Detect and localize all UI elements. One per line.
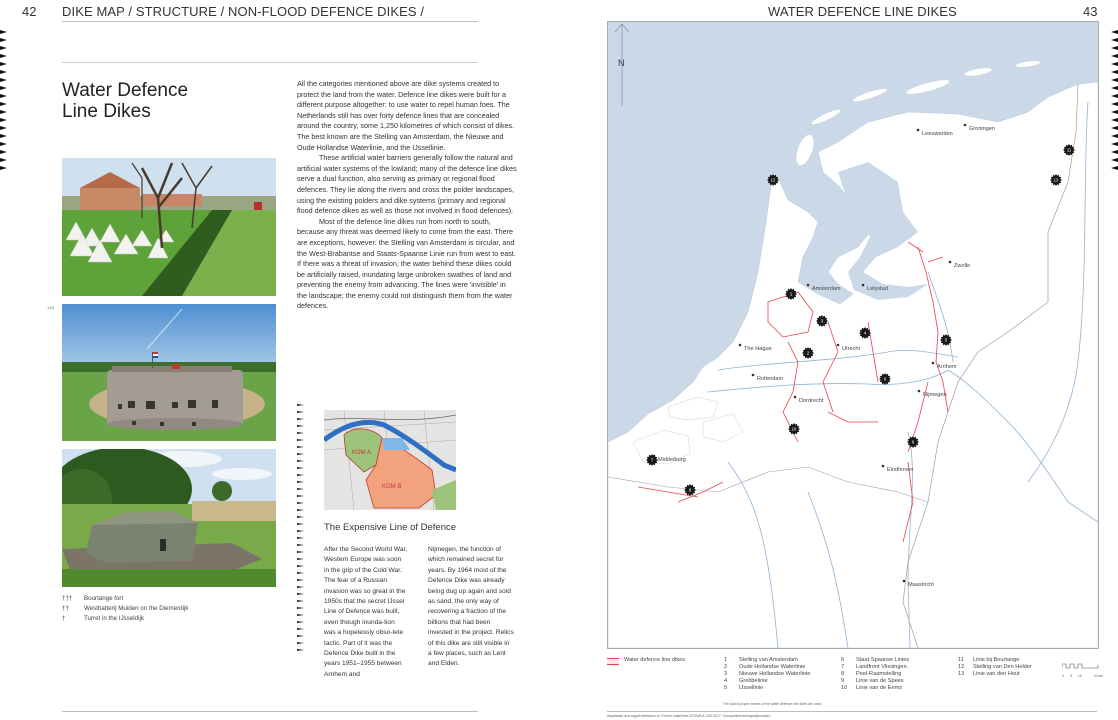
- tick-mark: [1111, 78, 1118, 82]
- city-label: Maastricht: [908, 582, 934, 588]
- caption-symbol: †††: [62, 595, 73, 602]
- scale-label: 0: [1062, 674, 1064, 678]
- legend-item-name: IJssellinie: [739, 685, 764, 691]
- main-body-text: [297, 79, 517, 312]
- marker-number: 1: [789, 291, 793, 297]
- tick-mark: [0, 94, 7, 98]
- tick-mark: [1111, 94, 1118, 98]
- city-label: Amsterdam: [812, 286, 841, 292]
- tick-mark: [0, 166, 7, 170]
- marker-number: 5: [944, 337, 948, 343]
- legend-item: [841, 671, 958, 678]
- legend-item-number: 11: [958, 657, 964, 663]
- inset-label-kom-a: KOM A: [352, 450, 372, 456]
- city-label: Nijmegen: [923, 392, 947, 398]
- tick-mark: [1111, 118, 1118, 122]
- tick-mark: [1111, 134, 1118, 138]
- scale-label: 10: [1077, 674, 1082, 678]
- tick-mark: [0, 158, 7, 162]
- body-paragraph-1: All the categories mentioned above are dike systems created to protect the land from the water. Defence line dikes were built for a different purpose altogether: to use water to repel human foes. The Netherlands still has over forty defence lines that are concealed around the country, some 1,250 kilometres of which consist of dikes. The best known are the Stelling van Amsterdam, the Nieuwe and Oude Hollandse Waterlinie, and the IJssellinie.: [297, 79, 515, 152]
- tick-mark: [1111, 62, 1118, 66]
- caption-symbol: ††: [62, 605, 69, 612]
- legend-item: [958, 664, 1068, 671]
- caption-3: [62, 614, 188, 624]
- title-line-1: Water Defence: [62, 80, 189, 101]
- tick-mark: [0, 150, 7, 154]
- legend-item-name: Staat-Spaanse Linies: [856, 657, 910, 663]
- tick-mark: [297, 621, 304, 623]
- tick-mark: [0, 54, 7, 58]
- tick-mark: [1111, 110, 1118, 114]
- tick-mark: [0, 102, 7, 106]
- body-paragraph-2: These artificial water barriers generally follow the natural and artificial water systems of the lowland; many of the defence line dikes serve a dual function, also serving as primary or regional flood defences. They lie along the rivers and cross the polder landscapes, using the existing polders and dike systems (primary and regional flood defence dikes as well as those not involved in flood defences).: [297, 153, 517, 216]
- caption-1: [62, 594, 188, 604]
- tick-mark: [297, 509, 304, 511]
- city-label: Groningen: [969, 126, 996, 132]
- photo-captions: [62, 594, 188, 624]
- tick-mark: [297, 516, 304, 518]
- sidebar-column-2: Nijmegen, the function of which remained secret for years. By 1964 most of the Defence Dike was already being dug up again and sold as sand, the only way of recovering a fraction of the billions that had been invested in the project. Relics of this dike are still visible in a few places, such as Lent and Elden.: [428, 546, 514, 668]
- tick-mark: [0, 78, 7, 82]
- page-number-left: 42: [22, 4, 37, 19]
- ijssel-line-inset-map: [324, 410, 456, 510]
- city-dot-icon: [918, 390, 921, 393]
- tick-mark: [297, 537, 304, 539]
- tick-mark: [297, 649, 304, 651]
- side-reference: †15: [47, 305, 54, 310]
- tick-mark: [297, 551, 304, 553]
- city-dot-icon: [949, 261, 952, 264]
- legend-item: [841, 685, 958, 692]
- legend-item-number: 4: [724, 678, 728, 684]
- legend-item-number: 1: [724, 657, 728, 663]
- city-dot-icon: [964, 124, 967, 127]
- dike-swatch-icon: [607, 658, 619, 665]
- legend-item-name: Nieuwe Hollandse Waterlinie: [739, 671, 811, 677]
- legend-item: [724, 671, 841, 678]
- tick-mark: [0, 38, 7, 42]
- legend-item: [841, 678, 958, 685]
- city-dot-icon: [837, 344, 840, 347]
- city-dot-icon: [917, 129, 920, 132]
- scale-label: 20 km: [1093, 674, 1104, 678]
- city-label: Dordrecht: [799, 398, 824, 404]
- bourtange-fort-photo: [62, 158, 276, 296]
- city-label: The Hague: [744, 346, 772, 352]
- city-label: Leeuwarden: [922, 131, 953, 137]
- tick-mark: [0, 126, 7, 130]
- marker-number: 11: [1066, 147, 1072, 153]
- tick-mark: [297, 593, 304, 595]
- tick-mark: [297, 544, 304, 546]
- tick-mark: [297, 579, 304, 581]
- tick-mark: [0, 118, 7, 122]
- caption-symbol: †: [62, 615, 66, 622]
- footer-rule-right: [607, 711, 1097, 712]
- sidebar-title: The Expensive Line of Defence: [324, 522, 457, 533]
- netherlands-dike-map: [607, 21, 1099, 649]
- caption-text: Westbatterij Muiden on the Diemerdijk: [84, 605, 189, 612]
- tick-mark: [297, 460, 304, 462]
- tick-mark: [0, 62, 7, 66]
- scale-bar: [1062, 656, 1103, 678]
- marker-number: 3: [820, 318, 824, 324]
- marker-number: 2: [806, 350, 810, 356]
- tick-mark: [297, 635, 304, 637]
- tick-mark: [297, 586, 304, 588]
- tick-mark: [0, 142, 7, 146]
- tick-mark: [1111, 150, 1118, 154]
- marker-number: 12: [770, 177, 776, 183]
- legend-column-1: [724, 657, 841, 692]
- footer-rule-left: [62, 711, 478, 712]
- ijsseldijk-turret-photo: [62, 449, 276, 587]
- city-dot-icon: [752, 374, 755, 377]
- tick-mark: [1111, 46, 1118, 50]
- legend-item-name: Stelling van Den Helder: [973, 664, 1032, 670]
- running-head-left: DIKE MAP / STRUCTURE / NON-FLOOD DEFENCE DIKES /: [62, 4, 425, 19]
- tick-mark: [297, 642, 304, 644]
- legend-item-number: 12: [958, 664, 965, 670]
- header-rule-left: [62, 21, 478, 22]
- city-dot-icon: [903, 580, 906, 583]
- legend-note: The Dutch proper names of the water defence line dikes are used: [723, 702, 822, 706]
- tick-mark: [297, 467, 304, 469]
- north-label: N: [618, 58, 625, 68]
- tick-mark: [297, 439, 304, 441]
- tick-mark: [1111, 142, 1118, 146]
- tick-mark: [297, 488, 304, 490]
- caption-text: Turret in the IJsseldijk: [84, 615, 144, 622]
- city-dot-icon: [794, 396, 797, 399]
- map-legend: [607, 657, 1068, 692]
- city-dot-icon: [932, 362, 935, 365]
- tick-mark: [297, 502, 304, 504]
- tick-mark: [297, 481, 304, 483]
- page-number-right: 43: [1083, 4, 1098, 19]
- tick-mark: [0, 46, 7, 50]
- city-label: Utrecht: [842, 346, 861, 352]
- legend-item-name: Stelling van Amsterdam: [739, 657, 798, 663]
- tick-mark: [1111, 30, 1118, 34]
- tick-mark: [1111, 54, 1118, 58]
- sidebar-column-1: After the Second World War, Western Europe was soon in the grip of the Cold War. The fear of a Russian invasion was so great in the 1950s that the secret IJssel Line of Defence was built, even though inunda-tion was a hopelessly obso-lete tactic. Part of it was the Defence Dike built in the years 1951–1955 between Arnhem and: [324, 546, 408, 678]
- legend-item: [724, 678, 841, 685]
- tick-mark: [1111, 126, 1118, 130]
- tick-mark: [297, 474, 304, 476]
- legend-item-name: Linie van de Eems: [856, 685, 903, 691]
- tick-mark: [297, 446, 304, 448]
- legend-item-name: Peel-Raamstelling: [856, 671, 902, 677]
- city-label: Arnhem: [937, 364, 957, 370]
- tick-mark: [297, 411, 304, 413]
- tick-mark: [297, 404, 304, 406]
- marker-number: 10: [791, 426, 797, 432]
- marker-number: 8: [688, 487, 692, 493]
- legend-swatch-row: [607, 657, 724, 692]
- tick-mark: [297, 572, 304, 574]
- tick-mark: [0, 110, 7, 114]
- tick-mark: [297, 600, 304, 602]
- tick-mark: [1111, 102, 1118, 106]
- tick-mark: [297, 558, 304, 560]
- city-label: Rotterdam: [757, 376, 784, 382]
- page-title: [62, 80, 188, 122]
- sidebar-tick-marks: [297, 404, 304, 651]
- marker-number: 7: [650, 457, 654, 463]
- city-label: Eindhoven: [887, 467, 914, 473]
- city-dot-icon: [807, 284, 810, 287]
- tick-mark: [297, 607, 304, 609]
- tick-mark: [1111, 158, 1118, 162]
- tick-mark: [297, 495, 304, 497]
- edge-tab-ticks-right: [1111, 30, 1118, 170]
- city-dot-icon: [882, 465, 885, 468]
- legend-item-number: 2: [724, 664, 728, 670]
- westbatterij-muiden-photo: [62, 304, 276, 441]
- tick-mark: [297, 628, 304, 630]
- tick-mark: [0, 134, 7, 138]
- tick-mark: [1111, 70, 1118, 74]
- running-head-right: WATER DEFENCE LINE DIKES: [768, 4, 957, 19]
- legend-item-number: 6: [841, 657, 845, 663]
- legend-item-number: 13: [958, 671, 965, 677]
- legend-item-name: Landfront Vlissingen: [856, 664, 907, 670]
- section-rule: [62, 62, 478, 63]
- marker-number: 9: [883, 376, 887, 382]
- legend-item: [724, 685, 841, 692]
- legend-item-number: 8: [841, 671, 845, 677]
- city-label: Middelburg: [658, 457, 686, 463]
- tick-mark: [297, 565, 304, 567]
- tick-mark: [1111, 166, 1118, 170]
- tick-mark: [297, 453, 304, 455]
- marker-number: 6: [911, 439, 915, 445]
- legend-column-3: [958, 657, 1068, 692]
- legend-item-number: 7: [841, 664, 845, 670]
- tick-mark: [0, 70, 7, 74]
- legend-item: [841, 664, 958, 671]
- marker-number: 13: [1053, 177, 1059, 183]
- tick-mark: [1111, 38, 1118, 42]
- caption-2: [62, 604, 188, 614]
- tick-mark: [0, 30, 7, 34]
- city-dot-icon: [862, 284, 865, 287]
- legend-item: [724, 664, 841, 671]
- legend-item: [841, 657, 958, 664]
- legend-item-name: Oude Hollandse Waterlinie: [739, 664, 806, 670]
- legend-item-name: Grebbelinie: [739, 678, 768, 684]
- legend-item-name: Linie bij Bourtange: [973, 657, 1020, 663]
- tick-mark: [297, 523, 304, 525]
- city-label: Zwolle: [954, 263, 971, 269]
- caption-text: Bourtange fort: [84, 595, 124, 602]
- legend-item-number: 5: [724, 685, 728, 691]
- city-dot-icon: [739, 344, 742, 347]
- edge-tab-ticks-left: [0, 30, 7, 170]
- tick-mark: [297, 432, 304, 434]
- legend-item: [958, 671, 1068, 678]
- legend-item: [958, 657, 1068, 664]
- city-label: Lelystad: [867, 286, 888, 292]
- legend-column-2: [841, 657, 958, 692]
- legend-item-number: 3: [724, 671, 728, 677]
- map-credit: Adaptation and supplementation of: Former waterlines STOWA & LBO 2017. Compartimenteringsdijkenkaart.: [607, 714, 771, 718]
- tick-mark: [297, 425, 304, 427]
- marker-number: 4: [863, 330, 867, 336]
- legend-item-number: 9: [841, 678, 845, 684]
- legend-item-number: 10: [841, 685, 848, 691]
- inset-label-kom-b: KOM B: [382, 484, 402, 490]
- tick-mark: [297, 530, 304, 532]
- legend-swatch-label: Water defence line dikes: [624, 657, 686, 663]
- tick-mark: [0, 86, 7, 90]
- legend-item: [724, 657, 841, 664]
- legend-item-name: Linie van de Spees: [856, 678, 904, 684]
- tick-mark: [297, 418, 304, 420]
- tick-mark: [1111, 86, 1118, 90]
- tick-mark: [297, 614, 304, 616]
- title-line-2: Line Dikes: [62, 101, 151, 122]
- scale-label: 5: [1069, 674, 1072, 678]
- body-paragraph-3: Most of the defence line dikes run from north to south, because any threat was deemed likely to come from the east. There are exceptions, however: the Stelling van Amsterdam is circular, and the West-Brabantse and Staats-Spaanse Linie run from west to east. If there was a threat of invasion, the water behind these dikes could be artificially raised, inundating large unbroken swathes of land and preventing the enemy from advancing. The lines were 'invisible' in the landscape; the enemy could not distinguish them from the water defences.: [297, 216, 516, 311]
- legend-item-name: Linie van den Hout: [973, 671, 1020, 677]
